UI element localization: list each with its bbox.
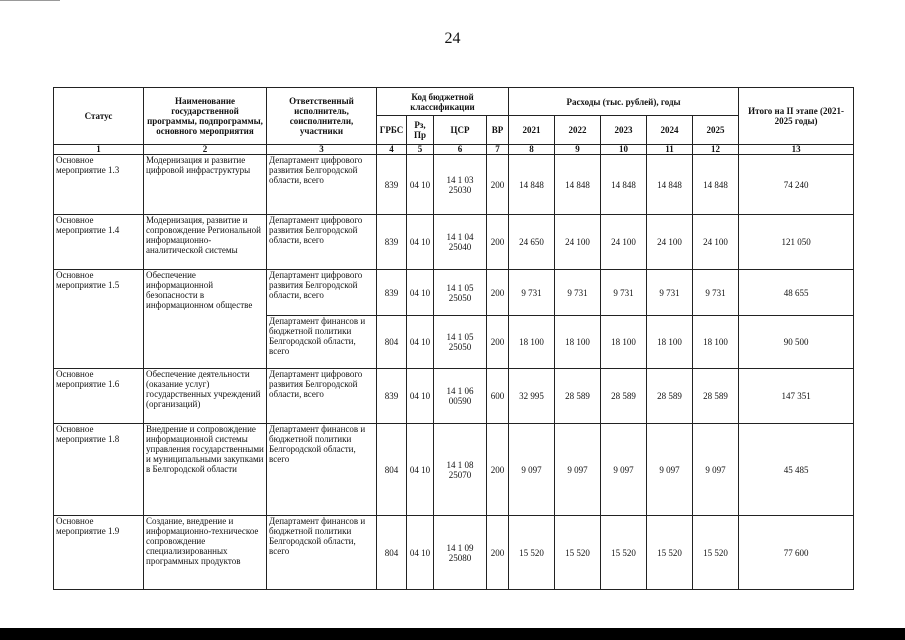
cell-2021: 9 097 (509, 424, 555, 516)
cell-2022: 14 848 (555, 155, 601, 215)
cell-vr: 200 (487, 424, 509, 516)
cell-2025: 15 520 (693, 516, 739, 590)
cell-2022: 9 731 (555, 270, 601, 316)
cell-2024: 9 731 (647, 270, 693, 316)
cell-2024: 18 100 (647, 316, 693, 369)
cell-executor: Департамент финансов и бюджетной политики Белгородской области, всего (267, 316, 377, 369)
cell-name: Модернизация, развитие и сопровождение Региональной информационно-аналитической системы (144, 215, 267, 270)
cell-csr: 14 1 09 25080 (434, 516, 487, 590)
header-csr: ЦСР (434, 116, 487, 145)
cell-total: 147 351 (739, 369, 854, 424)
cell-2024: 15 520 (647, 516, 693, 590)
cell-executor: Департамент цифрового развития Белгородской области, всего (267, 215, 377, 270)
table-body (54, 155, 854, 590)
cell-2022: 18 100 (555, 316, 601, 369)
header-name: Наименование государственной программы, подпрограммы, основного мероприятия (144, 88, 267, 145)
scan-bottom-edge (0, 628, 905, 640)
cell-2021: 24 650 (509, 215, 555, 270)
cell-total: 90 500 (739, 316, 854, 369)
table-row (54, 516, 854, 590)
cell-2021: 9 731 (509, 270, 555, 316)
cell-status: Основное мероприятие 1.9 (54, 516, 144, 590)
cell-executor: Департамент финансов и бюджетной политики Белгородской области, всего (267, 516, 377, 590)
cell-2025: 14 848 (693, 155, 739, 215)
cell-rzpr: 04 10 (407, 155, 434, 215)
cell-total: 45 485 (739, 424, 854, 516)
cell-2021: 15 520 (509, 516, 555, 590)
cell-2025: 9 731 (693, 270, 739, 316)
column-number: 4 (377, 145, 407, 155)
cell-executor: Департамент цифрового развития Белгородской области, всего (267, 369, 377, 424)
cell-grbs: 804 (377, 516, 407, 590)
table-row (54, 215, 854, 270)
cell-executor: Департамент финансов и бюджетной политики Белгородской области, всего (267, 424, 377, 516)
cell-csr: 14 1 08 25070 (434, 424, 487, 516)
column-number: 10 (601, 145, 647, 155)
cell-name: Обеспечение деятельности (оказание услуг) государственных учреждений (организаций) (144, 369, 267, 424)
header-year-2021: 2021 (509, 116, 555, 145)
header-total: Итого на II этапе (2021-2025 годы) (739, 88, 854, 145)
header-expenses: Расходы (тыс. рублей), годы (509, 88, 739, 116)
table-header (54, 88, 854, 155)
column-number: 2 (144, 145, 267, 155)
cell-vr: 200 (487, 215, 509, 270)
cell-grbs: 839 (377, 369, 407, 424)
cell-2025: 28 589 (693, 369, 739, 424)
cell-2024: 9 097 (647, 424, 693, 516)
cell-2025: 18 100 (693, 316, 739, 369)
column-number: 8 (509, 145, 555, 155)
cell-2022: 9 097 (555, 424, 601, 516)
cell-csr: 14 1 05 25050 (434, 316, 487, 369)
budget-table (53, 87, 854, 590)
table-row (54, 424, 854, 516)
budget-table-container (53, 87, 853, 590)
cell-rzpr: 04 10 (407, 424, 434, 516)
cell-csr: 14 1 03 25030 (434, 155, 487, 215)
cell-csr: 14 1 04 25040 (434, 215, 487, 270)
cell-vr: 200 (487, 155, 509, 215)
cell-2024: 28 589 (647, 369, 693, 424)
table-row (54, 155, 854, 215)
cell-grbs: 804 (377, 316, 407, 369)
cell-2022: 24 100 (555, 215, 601, 270)
column-number: 5 (407, 145, 434, 155)
cell-executor: Департамент цифрового развития Белгородской области, всего (267, 155, 377, 215)
cell-status: Основное мероприятие 1.5 (54, 270, 144, 369)
cell-2023: 28 589 (601, 369, 647, 424)
cell-2023: 18 100 (601, 316, 647, 369)
header-rzpr: Рз, Пр (407, 116, 434, 145)
cell-rzpr: 04 10 (407, 215, 434, 270)
cell-rzpr: 04 10 (407, 516, 434, 590)
column-number: 12 (693, 145, 739, 155)
cell-2023: 14 848 (601, 155, 647, 215)
cell-status: Основное мероприятие 1.4 (54, 215, 144, 270)
cell-2021: 14 848 (509, 155, 555, 215)
header-budget-code: Код бюджетной классификации (377, 88, 509, 116)
cell-name: Обеспечение информационной безопасности в информационном обществе (144, 270, 267, 369)
table-row (54, 369, 854, 424)
column-number: 1 (54, 145, 144, 155)
cell-2022: 28 589 (555, 369, 601, 424)
cell-2025: 24 100 (693, 215, 739, 270)
page-number: 24 (444, 30, 461, 47)
cell-2024: 14 848 (647, 155, 693, 215)
cell-vr: 200 (487, 516, 509, 590)
cell-vr: 200 (487, 316, 509, 369)
cell-executor: Департамент цифрового развития Белгородской области, всего (267, 270, 377, 316)
header-year-2025: 2025 (693, 116, 739, 145)
cell-csr: 14 1 06 00590 (434, 369, 487, 424)
table-row (54, 270, 854, 316)
header-vr: ВР (487, 116, 509, 145)
cell-status: Основное мероприятие 1.6 (54, 369, 144, 424)
cell-status: Основное мероприятие 1.3 (54, 155, 144, 215)
column-number: 6 (434, 145, 487, 155)
cell-total: 74 240 (739, 155, 854, 215)
cell-2023: 9 097 (601, 424, 647, 516)
cell-grbs: 839 (377, 155, 407, 215)
cell-2023: 24 100 (601, 215, 647, 270)
cell-name: Внедрение и сопровождение информационной системы управления государственными и муниципальными закупками в Белгородской области (144, 424, 267, 516)
cell-rzpr: 04 10 (407, 270, 434, 316)
cell-name: Модернизация и развитие цифровой инфраструктуры (144, 155, 267, 215)
cell-2023: 9 731 (601, 270, 647, 316)
header-year-2024: 2024 (647, 116, 693, 145)
column-number: 11 (647, 145, 693, 155)
header-executor: Ответственный исполнитель, соисполнители, участники (267, 88, 377, 145)
cell-csr: 14 1 05 25050 (434, 270, 487, 316)
cell-grbs: 804 (377, 424, 407, 516)
cell-total: 48 655 (739, 270, 854, 316)
cell-grbs: 839 (377, 270, 407, 316)
cell-rzpr: 04 10 (407, 369, 434, 424)
top-edge-mark (0, 0, 60, 1)
cell-total: 121 050 (739, 215, 854, 270)
cell-2021: 18 100 (509, 316, 555, 369)
cell-2023: 15 520 (601, 516, 647, 590)
column-number: 13 (739, 145, 854, 155)
cell-grbs: 839 (377, 215, 407, 270)
cell-2022: 15 520 (555, 516, 601, 590)
column-number: 3 (267, 145, 377, 155)
cell-status: Основное мероприятие 1.8 (54, 424, 144, 516)
header-year-2022: 2022 (555, 116, 601, 145)
cell-total: 77 600 (739, 516, 854, 590)
cell-2021: 32 995 (509, 369, 555, 424)
cell-rzpr: 04 10 (407, 316, 434, 369)
cell-2024: 24 100 (647, 215, 693, 270)
header-status: Статус (54, 88, 144, 145)
cell-vr: 200 (487, 270, 509, 316)
column-number: 9 (555, 145, 601, 155)
cell-2025: 9 097 (693, 424, 739, 516)
cell-name: Создание, внедрение и информационно-техническое сопровождение специализированных программных продуктов (144, 516, 267, 590)
cell-vr: 600 (487, 369, 509, 424)
column-number: 7 (487, 145, 509, 155)
header-year-2023: 2023 (601, 116, 647, 145)
header-grbs: ГРБС (377, 116, 407, 145)
